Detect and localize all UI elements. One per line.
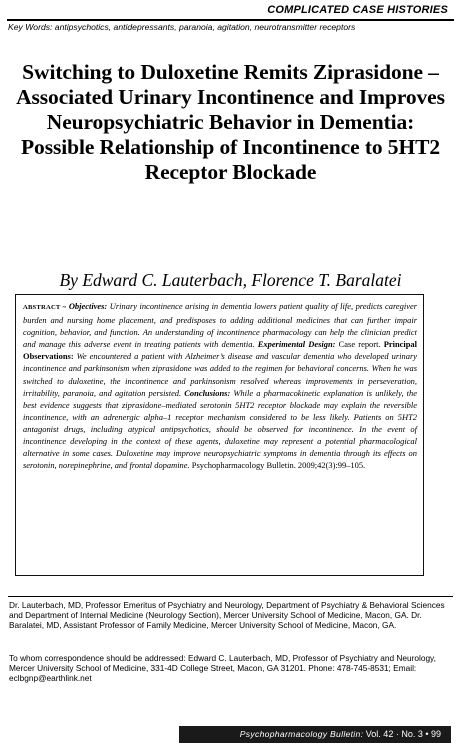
design-heading: Experimental Design: (257, 339, 336, 350)
objectives-heading: Objectives: (68, 301, 108, 311)
conclusions-heading: Conclusions: (184, 387, 231, 398)
section-label: COMPLICATED CASE HISTORIES (267, 4, 448, 16)
issue-page: Vol. 42 · No. 3 • 99 (365, 729, 441, 739)
objectives-text: Urinary incontinence arising in dementia lowers patient quality of life, predicts caregiver burden and nursing home placement, and predisposes to adding additional medicines that can further impair cognition, behavior, and function. An understanding of incontinence pharmacology can help the clinician predict and manage this adverse event in treating patients with dementia. (23, 301, 417, 350)
correspondence: To whom correspondence should be addressed: Edward C. Lauterbach, MD, Professor of Psychiatry and Neurology, Mercer University School of Medicine, 331-4D College Street, Macon, GA 31201. Phone: 478-745-8531; Email: eclbgnp@earthlink.net (9, 653, 436, 684)
observations-heading: Principal Observations: (23, 339, 417, 362)
article-title: Switching to Duloxetine Remits Ziprasidone – Associated Urinary Incontinence and Improves Neuropsychiatric Behavior in Dementia: Possible Relationship of Incontinence to 5HT2 Receptor Blockade (16, 60, 445, 184)
design-text: Case report. (335, 339, 384, 350)
abstract-label: ABSTRACT ~ (23, 304, 67, 311)
footer-bar (179, 726, 451, 743)
journal-name: Psychopharmacology Bulletin: (239, 729, 364, 739)
article-authors: By Edward C. Lauterbach, Florence T. Baralatei (59, 270, 402, 290)
keywords: Key Words: antipsychotics, antidepressants, paranoia, agitation, neurotransmitter receptors (8, 22, 356, 32)
abstract-box (15, 294, 424, 576)
conclusions-text: While a pharmacokinetic explanation is unlikely, the best evidence suggests that ziprasidone–mediated serotonin 5HT2 receptor blockade may explain the reversible incontinence, with an adrenergic alpha–1 receptor mechanism considered to be less likely. Patients on 5HT2 antagonist drugs, including atypical antipsychotics, should be observed for incontinence. In the event of incontinence developing in the context of these agents, duloxetine may represent a potential pharmacological alternative in some cases. Duloxetine may improve neuropsychiatric symptoms in dementia through its effects on serotonin, norepinephrine, and frontal dopamine. (23, 387, 417, 471)
header-rule (7, 19, 454, 21)
footnote-rule (8, 596, 453, 597)
citation: Psychopharmacology Bulletin. 2009;42(3):99–105. (191, 460, 366, 471)
author-affiliation: Dr. Lauterbach, MD, Professor Emeritus of Psychiatry and Neurology, Department of Psychiatry & Behavioral Sciences and Department of Internal Medicine (Neurology Section), Mercer University School of Medicine, Macon, GA. Dr. Baralatei, MD, Assistant Professor of Family Medicine, Mercer University School of Medicine, Macon, GA. (9, 600, 445, 631)
observations-text: We encountered a patient with Alzheimer’s disease and vascular dementia who developed urinary incontinence and parkinsonism when ziprasidone was added to the regimen for behavioral concerns. When he was switched to duloxetine, the incontinence and parkinsonism resolved whereas improvements in perseveration, irritability, paranoia, and agitation persisted. (23, 351, 417, 398)
